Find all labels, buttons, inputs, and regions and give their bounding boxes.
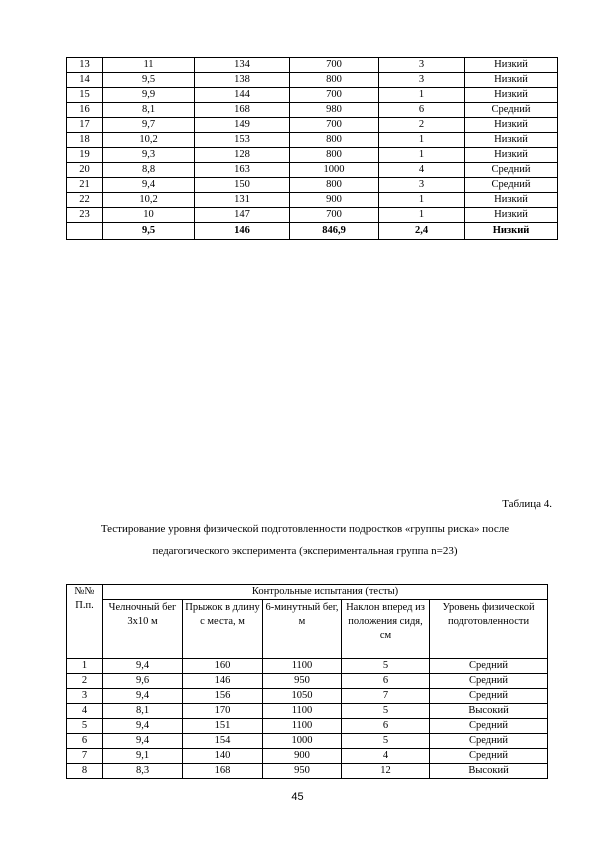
table-cell: Средний <box>430 674 548 689</box>
table-cell: 9,4 <box>103 719 183 734</box>
table-cell: 147 <box>195 208 290 223</box>
table-cell: 5 <box>67 719 103 734</box>
table-cell: 2,4 <box>379 223 465 240</box>
table-row <box>67 719 548 734</box>
table-cell: 138 <box>195 73 290 88</box>
column-header-number: №№ П.п. <box>67 585 103 659</box>
table-cell: Низкий <box>465 223 558 240</box>
table-cell: 1 <box>379 193 465 208</box>
table-cell: 156 <box>183 689 263 704</box>
table-cell: 9,1 <box>103 749 183 764</box>
table-cell: 2 <box>67 674 103 689</box>
table-cell: 3 <box>379 58 465 73</box>
table-cell: 7 <box>67 749 103 764</box>
table-cell: 134 <box>195 58 290 73</box>
table-cell: 5 <box>342 659 430 674</box>
table-cell: 5 <box>342 734 430 749</box>
table-cell: 950 <box>263 674 342 689</box>
table-cell: 9,5 <box>103 73 195 88</box>
table-cell: 800 <box>290 178 379 193</box>
table-row <box>67 178 558 193</box>
table-cell: 10 <box>103 208 195 223</box>
table-row <box>67 674 548 689</box>
table-cell: 2 <box>379 118 465 133</box>
table-cell: 800 <box>290 73 379 88</box>
table-number: Таблица 4. <box>502 498 552 510</box>
table-cell: 1000 <box>290 163 379 178</box>
table-row <box>67 734 548 749</box>
table-cell: 3 <box>67 689 103 704</box>
table-cell: 13 <box>67 58 103 73</box>
table-cell: 1 <box>379 88 465 103</box>
table-cell: Низкий <box>465 133 558 148</box>
table-cell: 900 <box>290 193 379 208</box>
table-cell: Средний <box>465 103 558 118</box>
table-row <box>67 193 558 208</box>
column-header-forward-bend: Наклон вперед из положения сидя, см <box>342 600 430 659</box>
table-cell: 950 <box>263 764 342 779</box>
table-row <box>67 118 558 133</box>
table-cell: 700 <box>290 58 379 73</box>
table-cell: 8,8 <box>103 163 195 178</box>
table-cell: 153 <box>195 133 290 148</box>
table-cell: 6 <box>379 103 465 118</box>
table-cell: Низкий <box>465 58 558 73</box>
column-header-long-jump: Прыжок в длину с места, м <box>183 600 263 659</box>
table-cell: 1000 <box>263 734 342 749</box>
table-row <box>67 103 558 118</box>
table-cell: 1 <box>379 208 465 223</box>
table-row <box>67 704 548 719</box>
table-cell: 4 <box>67 704 103 719</box>
table-cell: 146 <box>195 223 290 240</box>
table-cell: 140 <box>183 749 263 764</box>
table-row <box>67 689 548 704</box>
table-cell: 17 <box>67 118 103 133</box>
table-cell: 3 <box>379 73 465 88</box>
table-cell: 163 <box>195 163 290 178</box>
table-cell: 1100 <box>263 659 342 674</box>
table-cell: 9,5 <box>103 223 195 240</box>
table-cell: 1100 <box>263 704 342 719</box>
table-cell: 3 <box>379 178 465 193</box>
table-cell: Средний <box>430 659 548 674</box>
table-cell: Средний <box>430 749 548 764</box>
table-cell: 23 <box>67 208 103 223</box>
table-cell: 19 <box>67 148 103 163</box>
table-cell: 6 <box>342 674 430 689</box>
table-cell: 9,4 <box>103 659 183 674</box>
table-cell: 150 <box>195 178 290 193</box>
table-cell: 7 <box>342 689 430 704</box>
table-cell: 980 <box>290 103 379 118</box>
table-cell: 16 <box>67 103 103 118</box>
table-cell: 18 <box>67 133 103 148</box>
table-cell: 128 <box>195 148 290 163</box>
table-cell: 170 <box>183 704 263 719</box>
table-cell: Средний <box>430 719 548 734</box>
table-cell: 8,3 <box>103 764 183 779</box>
table-cell: 6 <box>342 719 430 734</box>
table-cell: 700 <box>290 88 379 103</box>
group-header: Контрольные испытания (тесты) <box>103 585 548 600</box>
table-cell: Низкий <box>465 118 558 133</box>
table-cell: 1 <box>379 148 465 163</box>
results-table-continued <box>66 57 558 240</box>
table-cell: 11 <box>103 58 195 73</box>
table-row <box>67 58 558 73</box>
table-cell: Средний <box>465 178 558 193</box>
results-table-4 <box>66 584 548 779</box>
table-cell: 846,9 <box>290 223 379 240</box>
table-cell: 1 <box>379 133 465 148</box>
table-cell: 9,4 <box>103 178 195 193</box>
table-cell: 14 <box>67 73 103 88</box>
table-row <box>67 208 558 223</box>
table-cell: 12 <box>342 764 430 779</box>
page-number: 45 <box>291 791 304 803</box>
table-cell: 149 <box>195 118 290 133</box>
table-cell: 168 <box>195 103 290 118</box>
table-title <box>60 518 550 562</box>
table-cell: Высокий <box>430 764 548 779</box>
table-cell: Низкий <box>465 193 558 208</box>
column-header-shuttle-run: Челночный бег 3х10 м <box>103 600 183 659</box>
table-cell: Высокий <box>430 704 548 719</box>
table-cell: Низкий <box>465 88 558 103</box>
table-cell: 9,6 <box>103 674 183 689</box>
table-cell: 4 <box>379 163 465 178</box>
table-cell: 131 <box>195 193 290 208</box>
table-cell: 146 <box>183 674 263 689</box>
table-cell: 8,1 <box>103 704 183 719</box>
table-cell: 15 <box>67 88 103 103</box>
table-cell: 9,4 <box>103 734 183 749</box>
table-cell: 21 <box>67 178 103 193</box>
table-title-line2: педагогического эксперимента (экспериментальная группа n=23) <box>152 545 458 557</box>
table-cell: 800 <box>290 148 379 163</box>
table-cell: 9,7 <box>103 118 195 133</box>
table-cell: 154 <box>183 734 263 749</box>
table-cell: Средний <box>430 689 548 704</box>
table-cell: 9,9 <box>103 88 195 103</box>
table-cell: 4 <box>342 749 430 764</box>
table-cell: 1050 <box>263 689 342 704</box>
table-row <box>67 73 558 88</box>
table-row <box>67 749 548 764</box>
table-cell: 10,2 <box>103 193 195 208</box>
table-cell: 144 <box>195 88 290 103</box>
column-header-six-minute-run: 6-минутный бег, м <box>263 600 342 659</box>
table-cell: 700 <box>290 208 379 223</box>
table-row <box>67 148 558 163</box>
table-cell: 20 <box>67 163 103 178</box>
table-cell: 6 <box>67 734 103 749</box>
table-row <box>67 163 558 178</box>
table-cell: 8 <box>67 764 103 779</box>
table-cell: 700 <box>290 118 379 133</box>
table-row <box>67 659 548 674</box>
table-cell: 151 <box>183 719 263 734</box>
table-cell: 5 <box>342 704 430 719</box>
table-title-line1: Тестирование уровня физической подготовленности подростков «группы риска» после <box>100 523 510 535</box>
table-cell: 8,1 <box>103 103 195 118</box>
table-cell: Низкий <box>465 208 558 223</box>
table-row <box>67 88 558 103</box>
table-cell: Низкий <box>465 148 558 163</box>
table-cell: 9,4 <box>103 689 183 704</box>
table-row <box>67 223 558 240</box>
table-cell: 800 <box>290 133 379 148</box>
table-row <box>67 764 548 779</box>
table-cell: 1 <box>67 659 103 674</box>
table-cell: 1100 <box>263 719 342 734</box>
table-cell: 900 <box>263 749 342 764</box>
table-cell: 168 <box>183 764 263 779</box>
table-cell: Средний <box>465 163 558 178</box>
table-cell: Средний <box>430 734 548 749</box>
table-cell: Низкий <box>465 73 558 88</box>
table-row <box>67 133 558 148</box>
table-cell: 160 <box>183 659 263 674</box>
table-cell: 9,3 <box>103 148 195 163</box>
column-header-fitness-level: Уровень физической подготовленности <box>430 600 548 659</box>
table-cell: 10,2 <box>103 133 195 148</box>
table-cell: 22 <box>67 193 103 208</box>
table-cell <box>67 223 103 240</box>
